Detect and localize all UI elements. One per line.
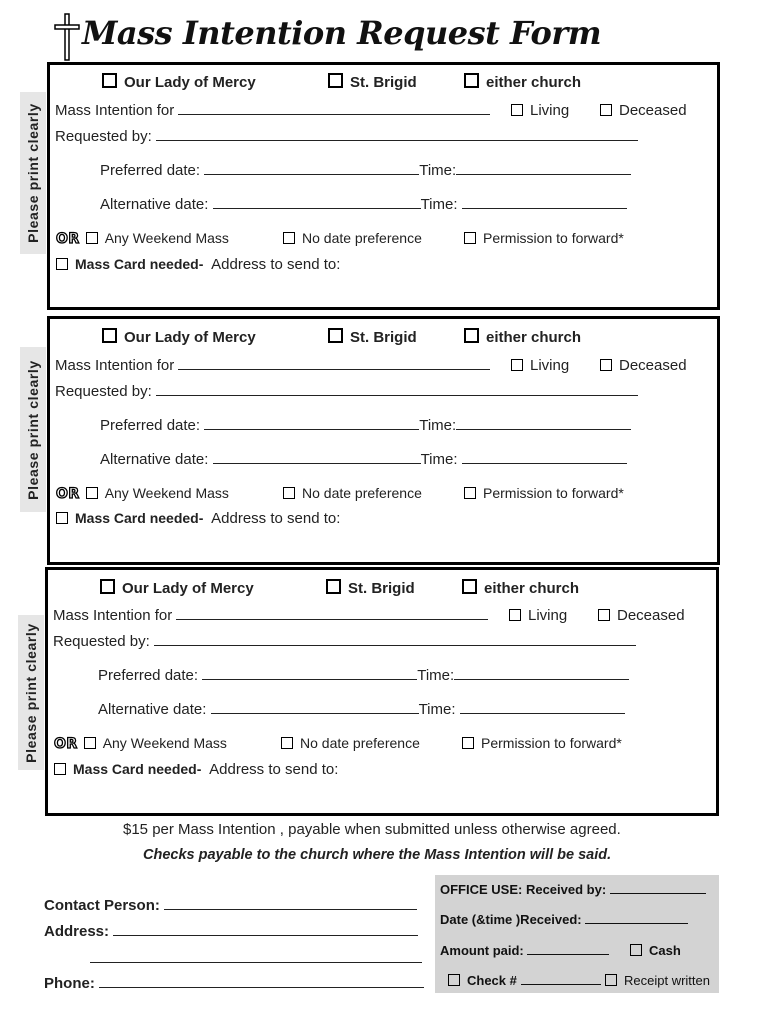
received-by-field[interactable]: OFFICE USE: Received by:: [440, 882, 706, 897]
checkbox[interactable]: [600, 359, 612, 371]
no-date-option[interactable]: No date preference: [283, 230, 422, 246]
option-our-lady-of-mercy[interactable]: Our Lady of Mercy: [102, 73, 256, 91]
permission-option[interactable]: Permission to forward*: [462, 735, 622, 751]
checks-payable-note: Checks payable to the church where the Mass Intention will be said.: [143, 847, 612, 863]
living-option[interactable]: Living: [511, 357, 569, 374]
option-our-lady-of-mercy[interactable]: Our Lady of Mercy: [102, 328, 256, 346]
option-st-brigid[interactable]: St. Brigid: [328, 73, 417, 91]
checkbox[interactable]: [328, 328, 343, 343]
checkbox[interactable]: [511, 104, 523, 116]
checkbox[interactable]: [462, 737, 474, 749]
checkbox[interactable]: [86, 487, 98, 499]
intention-form-section-3: [45, 567, 719, 816]
alternative-date-field[interactable]: Alternative date: Time:: [100, 451, 627, 468]
alternative-date-field[interactable]: Alternative date: Time:: [98, 701, 625, 718]
mass-card-option[interactable]: Mass Card needed- Address to send to:: [56, 256, 340, 273]
checkbox[interactable]: [283, 487, 295, 499]
contact-person-field[interactable]: Contact Person:: [44, 897, 417, 914]
option-our-lady-of-mercy[interactable]: Our Lady of Mercy: [100, 579, 254, 597]
requested-by-field[interactable]: Requested by:: [53, 633, 636, 650]
no-date-option[interactable]: No date preference: [281, 735, 420, 751]
preferred-date-field[interactable]: Preferred date: Time:: [100, 162, 631, 179]
option-either-church[interactable]: either church: [462, 579, 579, 597]
checkbox[interactable]: [281, 737, 293, 749]
mass-intention-for-field[interactable]: Mass Intention for: [55, 102, 490, 119]
option-either-church[interactable]: either church: [464, 328, 581, 346]
checkbox[interactable]: [462, 579, 477, 594]
checkbox[interactable]: [464, 232, 476, 244]
checkbox[interactable]: [328, 73, 343, 88]
deceased-option[interactable]: Deceased: [600, 102, 687, 119]
amount-paid-field[interactable]: Amount paid:: [440, 943, 609, 958]
checkbox[interactable]: [283, 232, 295, 244]
print-clearly-label: Please print clearly: [18, 615, 44, 770]
checkbox[interactable]: [102, 73, 117, 88]
mass-intention-for-field[interactable]: Mass Intention for: [53, 607, 488, 624]
fee-note: $15 per Mass Intention , payable when submitted unless otherwise agreed.: [123, 821, 621, 838]
preferred-date-field[interactable]: Preferred date: Time:: [100, 417, 631, 434]
living-option[interactable]: Living: [509, 607, 567, 624]
checkbox[interactable]: [464, 328, 479, 343]
any-weekend-option[interactable]: OR Any Weekend Mass: [54, 735, 227, 752]
deceased-option[interactable]: Deceased: [600, 357, 687, 374]
checkbox[interactable]: [86, 232, 98, 244]
option-st-brigid[interactable]: St. Brigid: [328, 328, 417, 346]
checkbox[interactable]: [630, 944, 642, 956]
office-use-panel: [435, 875, 719, 993]
requested-by-field[interactable]: Requested by:: [55, 128, 638, 145]
checkbox[interactable]: [464, 487, 476, 499]
checkbox[interactable]: [464, 73, 479, 88]
check-number-field[interactable]: Check #: [448, 973, 601, 988]
address-field-line-2[interactable]: [90, 950, 422, 967]
cross-icon: [52, 12, 82, 62]
requested-by-field[interactable]: Requested by:: [55, 383, 638, 400]
date-received-field[interactable]: Date (&time )Received:: [440, 912, 688, 927]
checkbox[interactable]: [605, 974, 617, 986]
checkbox[interactable]: [600, 104, 612, 116]
no-date-option[interactable]: No date preference: [283, 485, 422, 501]
permission-option[interactable]: Permission to forward*: [464, 485, 624, 501]
checkbox[interactable]: [102, 328, 117, 343]
checkbox[interactable]: [56, 512, 68, 524]
mass-intention-for-field[interactable]: Mass Intention for: [55, 357, 490, 374]
checkbox[interactable]: [509, 609, 521, 621]
living-option[interactable]: Living: [511, 102, 569, 119]
checkbox[interactable]: [84, 737, 96, 749]
intention-form-section-2: [47, 316, 720, 565]
checkbox[interactable]: [56, 258, 68, 270]
checkbox[interactable]: [326, 579, 341, 594]
receipt-written-option[interactable]: Receipt written: [605, 973, 710, 988]
checkbox[interactable]: [100, 579, 115, 594]
option-either-church[interactable]: either church: [464, 73, 581, 91]
permission-option[interactable]: Permission to forward*: [464, 230, 624, 246]
address-field[interactable]: Address:: [44, 923, 418, 940]
checkbox[interactable]: [511, 359, 523, 371]
print-clearly-label: Please print clearly: [20, 347, 46, 512]
mass-card-option[interactable]: Mass Card needed- Address to send to:: [56, 510, 340, 527]
print-clearly-label: Please print clearly: [20, 92, 46, 254]
alternative-date-field[interactable]: Alternative date: Time:: [100, 196, 627, 213]
checkbox[interactable]: [54, 763, 66, 775]
page-title: Mass Intention Request Form: [82, 14, 602, 52]
checkbox[interactable]: [448, 974, 460, 986]
cash-option[interactable]: Cash: [630, 943, 681, 958]
preferred-date-field[interactable]: Preferred date: Time:: [98, 667, 629, 684]
option-st-brigid[interactable]: St. Brigid: [326, 579, 415, 597]
phone-field[interactable]: Phone:: [44, 975, 424, 992]
any-weekend-option[interactable]: OR Any Weekend Mass: [56, 230, 229, 247]
checkbox[interactable]: [598, 609, 610, 621]
mass-card-option[interactable]: Mass Card needed- Address to send to:: [54, 761, 338, 778]
deceased-option[interactable]: Deceased: [598, 607, 685, 624]
any-weekend-option[interactable]: OR Any Weekend Mass: [56, 485, 229, 502]
